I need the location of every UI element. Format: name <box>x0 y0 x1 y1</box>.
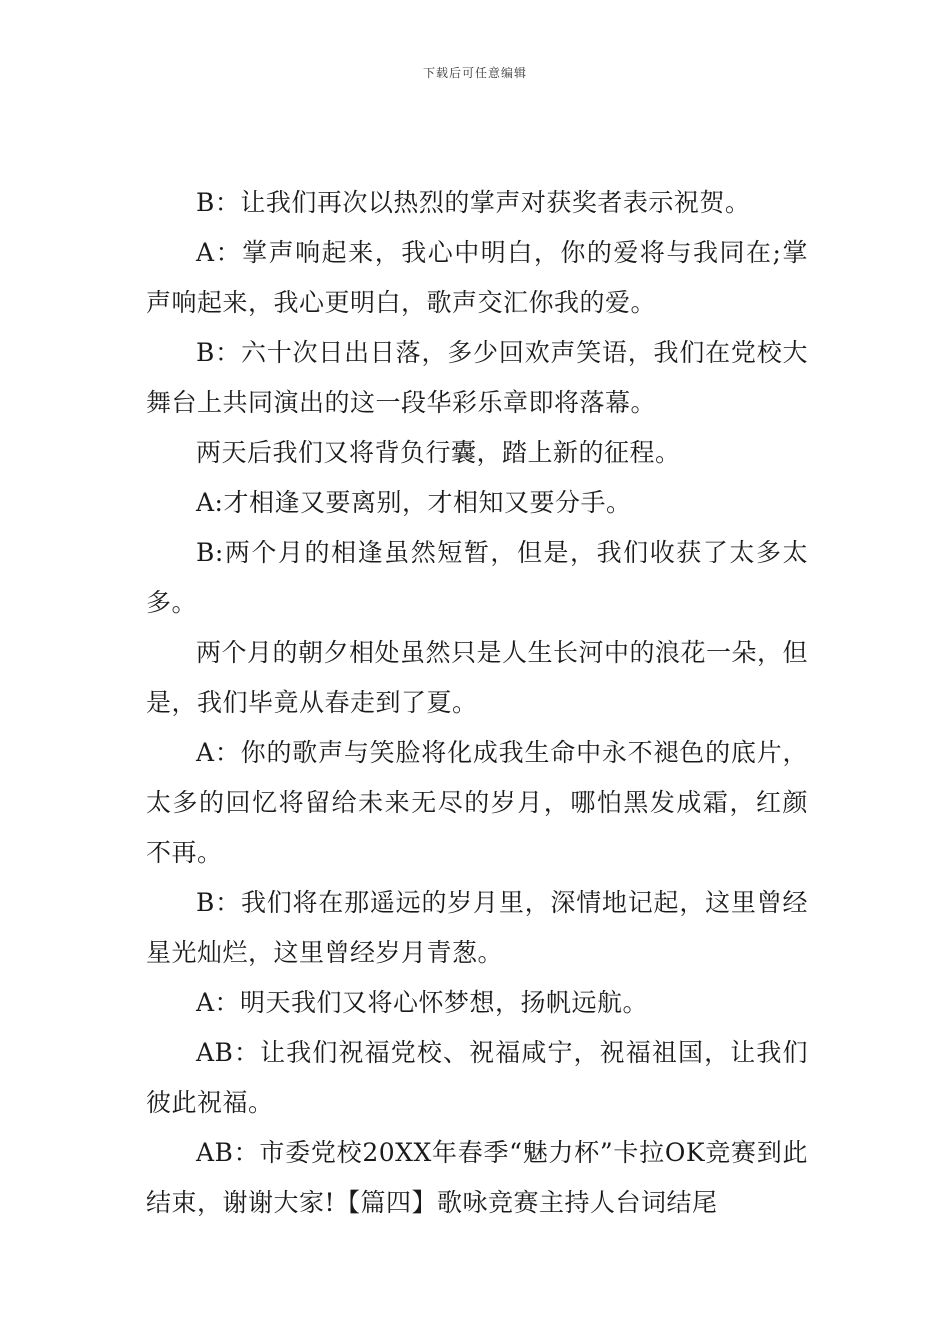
paragraph: 两天后我们又将背负行囊，踏上新的征程。 <box>196 438 681 467</box>
paragraph: A：你的歌声与笑脸将化成我生命中永不褪色的底片，太多的回忆将留给未来无尽的岁月，哪怕黑发成霜，红颜不再。 <box>146 738 808 867</box>
paragraph: AB：让我们祝福党校、祝福咸宁，祝福祖国，让我们彼此祝福。 <box>146 1038 808 1117</box>
paragraph: B：六十次日出日落，多少回欢声笑语，我们在党校大舞台上共同演出的这一段华彩乐章即将落幕。 <box>146 338 808 417</box>
page-header: 下载后可任意编辑 <box>422 66 527 80</box>
document-body <box>146 178 808 1228</box>
paragraph: AB：市委党校20XX年春季“魅力杯”卡拉OK竞赛到此结束，谢谢大家!【篇四】歌咏竞赛主持人台词结尾 <box>146 1138 808 1217</box>
paragraph: A:才相逢又要离别，才相知又要分手。 <box>196 488 632 517</box>
paragraph: B：让我们再次以热烈的掌声对获奖者表示祝贺。 <box>196 188 751 217</box>
paragraph: A：掌声响起来，我心中明白，你的爱将与我同在;掌声响起来，我心更明白，歌声交汇你我的爱。 <box>146 238 808 317</box>
paragraph: 两个月的朝夕相处虽然只是人生长河中的浪花一朵，但是，我们毕竟从春走到了夏。 <box>146 638 809 717</box>
paragraph: B：我们将在那遥远的岁月里，深情地记起，这里曾经星光灿烂，这里曾经岁月青葱。 <box>146 888 808 967</box>
paragraph: B:两个月的相逢虽然短暂，但是，我们收获了太多太多。 <box>146 538 808 617</box>
paragraph: A：明天我们又将心怀梦想，扬帆远航。 <box>196 988 649 1017</box>
